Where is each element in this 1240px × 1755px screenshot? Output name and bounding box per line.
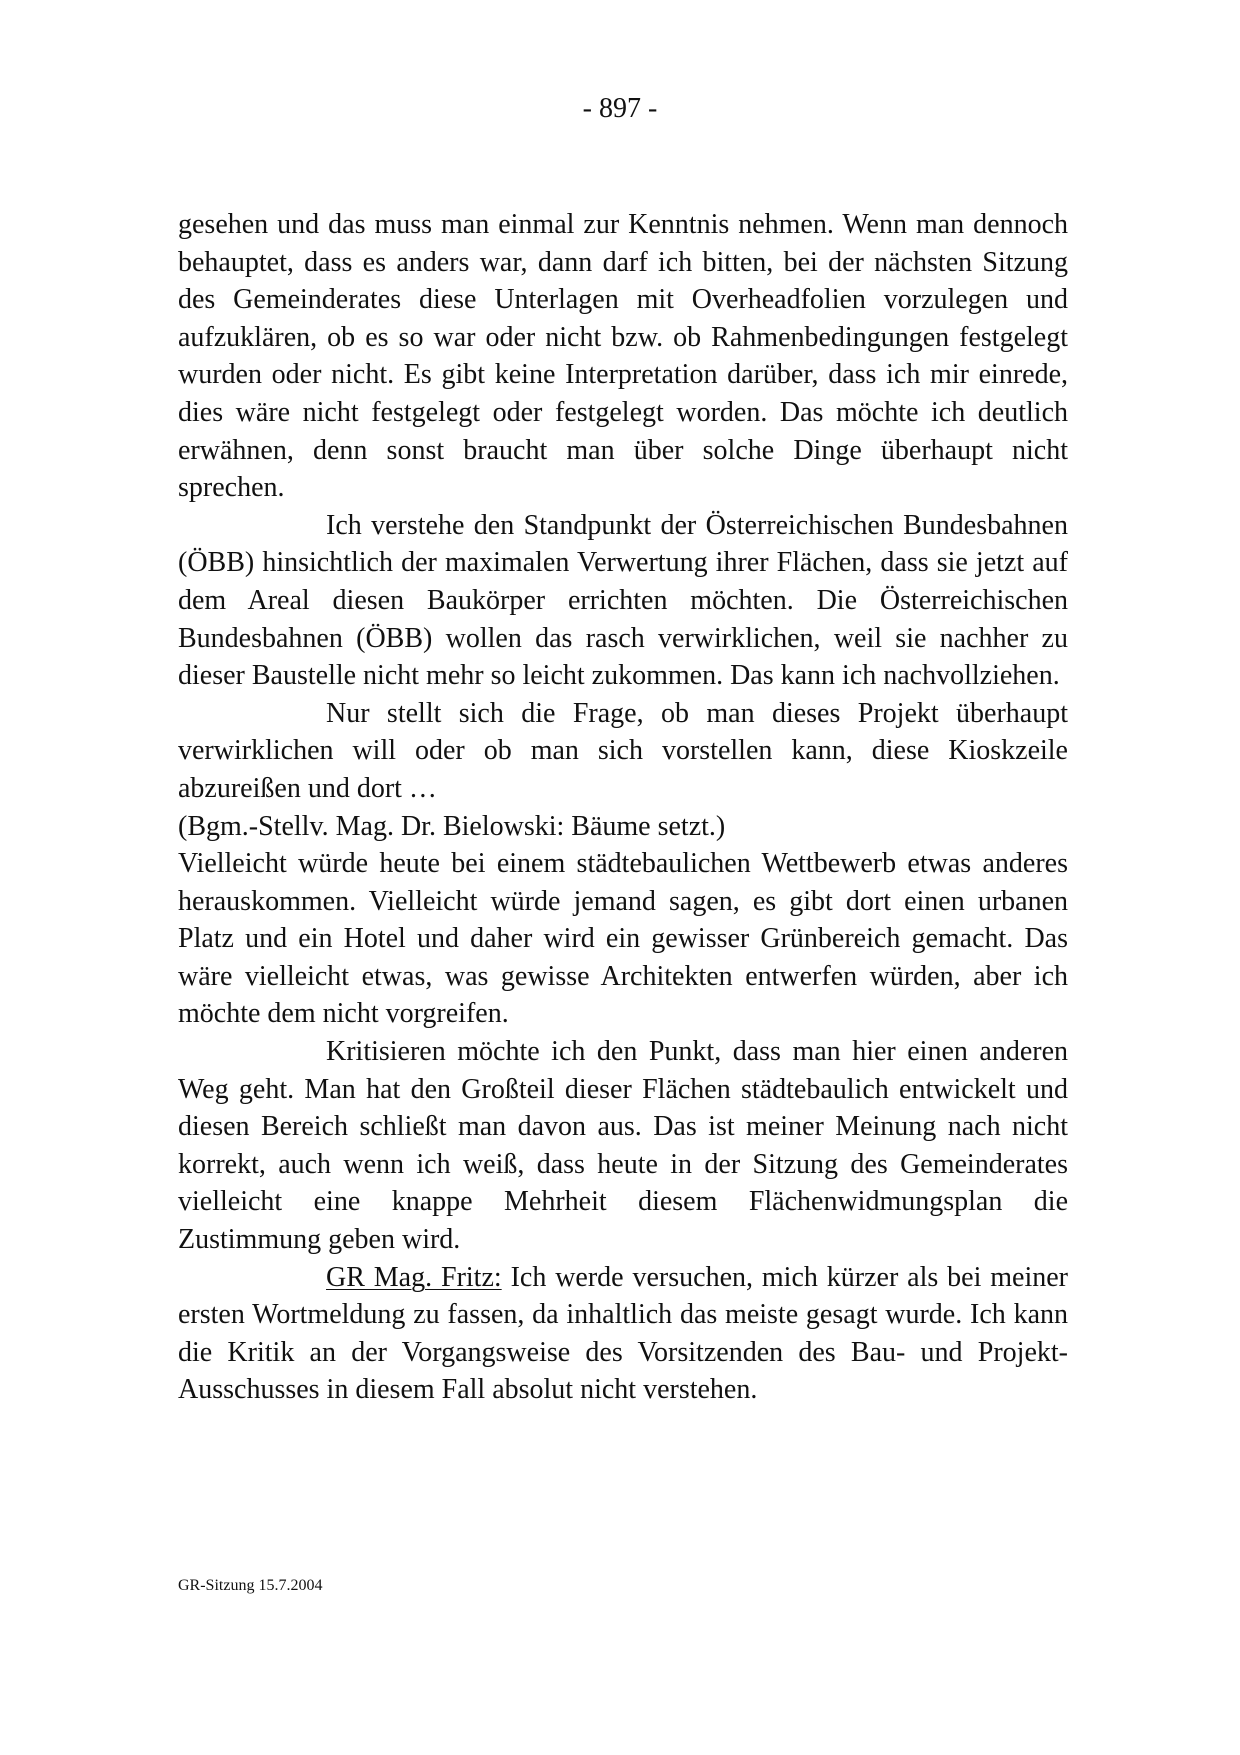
paragraph-project-question: Nur stellt sich die Frage, ob man dieses Projekt überhaupt verwirklichen will oder ob man sich vorstellen kann, diese Kioskzeile abzureißen und dort … xyxy=(178,697,1068,804)
paragraph-continuation: gesehen und das muss man einmal zur Kenntnis nehmen. Wenn man dennoch behauptet, dass es anders war, dann darf ich bitten, bei der nächsten Sitzung des Gemeinderates diese Unterlagen mit Overheadfolien vorzulegen und aufzuklären, ob es so war oder nicht bzw. ob Rahmenbedingungen festgelegt wurden oder nicht. Es gibt keine Interpretation darüber, dass ich mir einrede, dies wäre nicht festgelegt oder festgelegt worden. Das möchte ich deutlich erwähnen, denn sonst braucht man über solche Dinge überhaupt nicht sprechen. xyxy=(178,209,1068,504)
paragraph-competition: Vielleicht würde heute bei einem städtebaulichen Wettbewerb etwas anderes herauskommen. Vielleicht würde jemand sagen, es gibt dort einen urbanen Platz und ein Hotel und daher wird ein gewisser Grünbereich gemacht. Das wäre vielleicht etwas, was gewisse Architekten entwerfen würden, aber ich möchte dem nicht vorgreifen. xyxy=(178,848,1068,1030)
speech-text: Ich werde versuchen, mich kürzer als bei meiner ersten Wortmeldung zu fassen, da inhaltlich das meiste gesagt wurde. Ich kann die Kritik an der Vorgangsweise des Vorsitzenden des Bau- und Projekt-Ausschusses in diesem Fall absolut nicht verstehen. xyxy=(178,1261,1068,1406)
paragraph-criticism: Kritisieren möchte ich den Punkt, dass man hier einen anderen Weg geht. Man hat den Großteil dieser Flächen städtebaulich entwickelt und diesen Bereich schließt man davon aus. Das ist meiner Meinung nach nicht korrekt, auch wenn ich weiß, dass heute in der Sitzung des Gemeinderates vielleicht eine knappe Mehrheit diesem Flächenwidmungsplan die Zustimmung geben wird. xyxy=(178,1036,1068,1256)
speaker-name: GR Mag. Fritz: xyxy=(326,1261,502,1293)
interjection-bielowski: (Bgm.-Stellv. Mag. Dr. Bielowski: Bäume setzt.) xyxy=(178,810,726,842)
paragraph-fritz-speech xyxy=(178,1259,1068,1409)
transcript-body xyxy=(178,206,1068,1409)
paragraph-oebb-standpoint: Ich verstehe den Standpunkt der Österreichischen Bundesbahnen (ÖBB) hinsichtlich der maximalen Verwertung ihrer Flächen, dass sie jetzt auf dem Areal diesen Baukörper errichten möchten. Die Österreichischen Bundesbahnen (ÖBB) wollen das rasch verwirklichen, weil sie nachher zu dieser Baustelle nicht mehr so leicht zukommen. Das kann ich nachvollziehen. xyxy=(178,509,1068,692)
page-number: - 897 - xyxy=(582,93,658,124)
footer-session-date: GR-Sitzung 15.7.2004 xyxy=(178,1577,323,1594)
